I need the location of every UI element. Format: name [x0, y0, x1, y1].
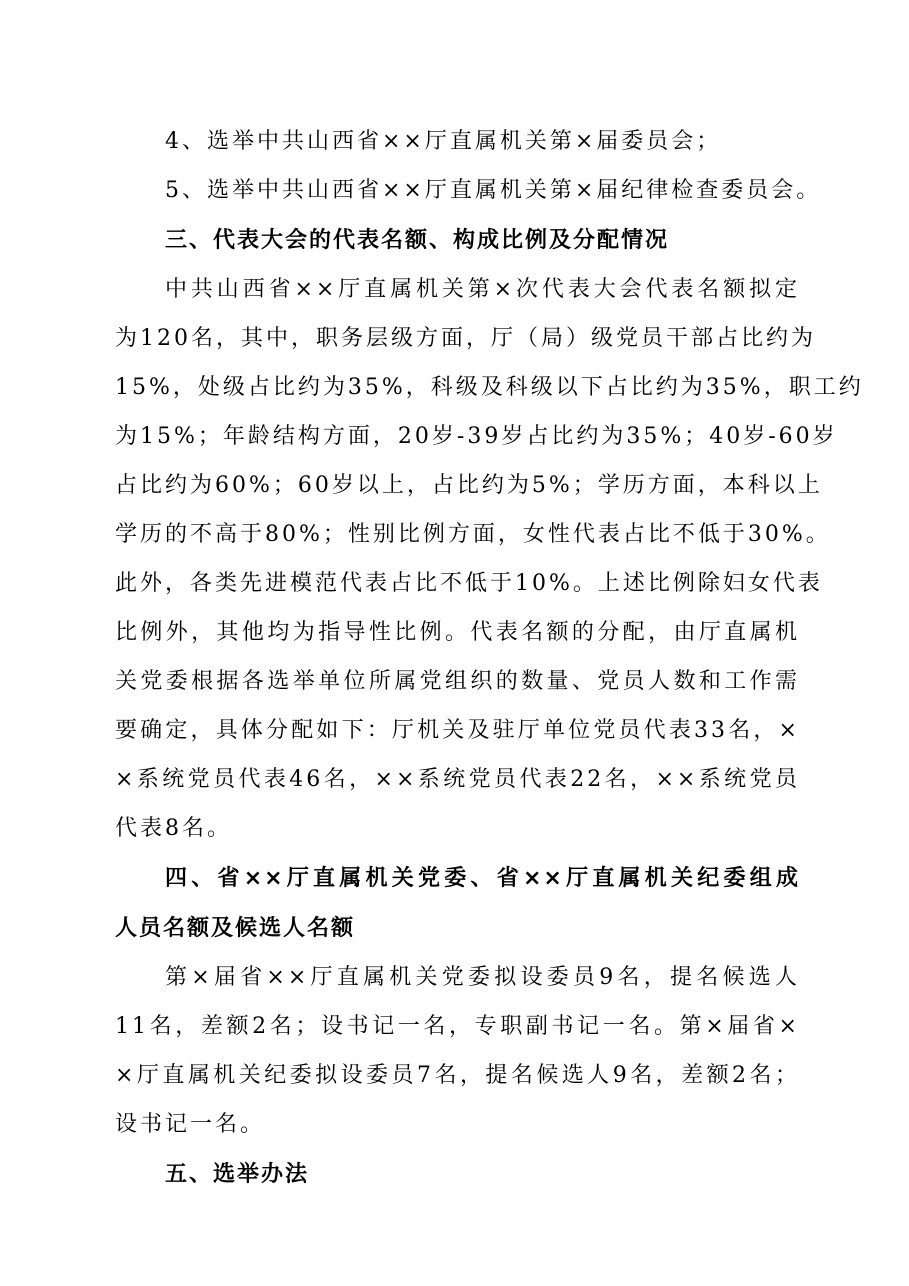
list-item-4: 4、选举中共山西省××厅直属机关第×届委员会； — [165, 129, 722, 154]
paragraph-line: 11名，差额2名；设书记一名，专职副书记一名。第×届省× — [115, 1014, 800, 1039]
section-heading-3: 三、代表大会的代表名额、构成比例及分配情况 — [165, 228, 670, 253]
paragraph-line: 要确定，具体分配如下：厅机关及驻厅单位党员代表33名，× — [115, 718, 800, 743]
paragraph-line: 15%，处级占比约为35%，科级及科级以下占比约为35%，职工约 — [115, 375, 864, 400]
paragraph-line: ×厅直属机关纪委拟设委员7名，提名候选人9名，差额2名； — [115, 1063, 800, 1088]
paragraph-line: 第×届省××厅直属机关党委拟设委员9名，提名候选人 — [165, 965, 800, 990]
section-heading-4-continued: 人员名额及候选人名额 — [115, 916, 356, 941]
paragraph-line: 为120名，其中，职务层级方面，厅（局）级党员干部占比约为 — [115, 326, 816, 351]
section-heading-4: 四、省××厅直属机关党委、省××厅直属机关纪委组成 — [165, 866, 800, 891]
paragraph-line: 为15%；年龄结构方面，20岁-39岁占比约为35%；40岁-60岁 — [115, 424, 838, 449]
list-item-5: 5、选举中共山西省××厅直属机关第×届纪律检查委员会。 — [165, 178, 822, 203]
paragraph-line: 代表8名。 — [115, 816, 232, 841]
paragraph-line: 占比约为60%；60岁以上，占比约为5%；学历方面，本科以上 — [115, 473, 823, 498]
paragraph-line: 学历的不高于80%；性别比例方面，女性代表占比不低于30%。 — [115, 522, 831, 547]
paragraph-line: 比例外，其他均为指导性比例。代表名额的分配，由厅直属机 — [115, 620, 800, 645]
paragraph-line: ×系统党员代表46名，××系统党员代表22名，××系统党员 — [115, 767, 800, 792]
paragraph-line: 中共山西省××厅直属机关第×次代表大会代表名额拟定 — [165, 277, 800, 302]
paragraph-line: 设书记一名。 — [115, 1112, 266, 1137]
section-heading-5: 五、选举办法 — [165, 1162, 310, 1187]
paragraph-line: 关党委根据各选举单位所属党组织的数量、党员人数和工作需 — [115, 669, 800, 694]
paragraph-line: 此外，各类先进模范代表占比不低于10%。上述比例除妇女代表 — [115, 571, 823, 596]
